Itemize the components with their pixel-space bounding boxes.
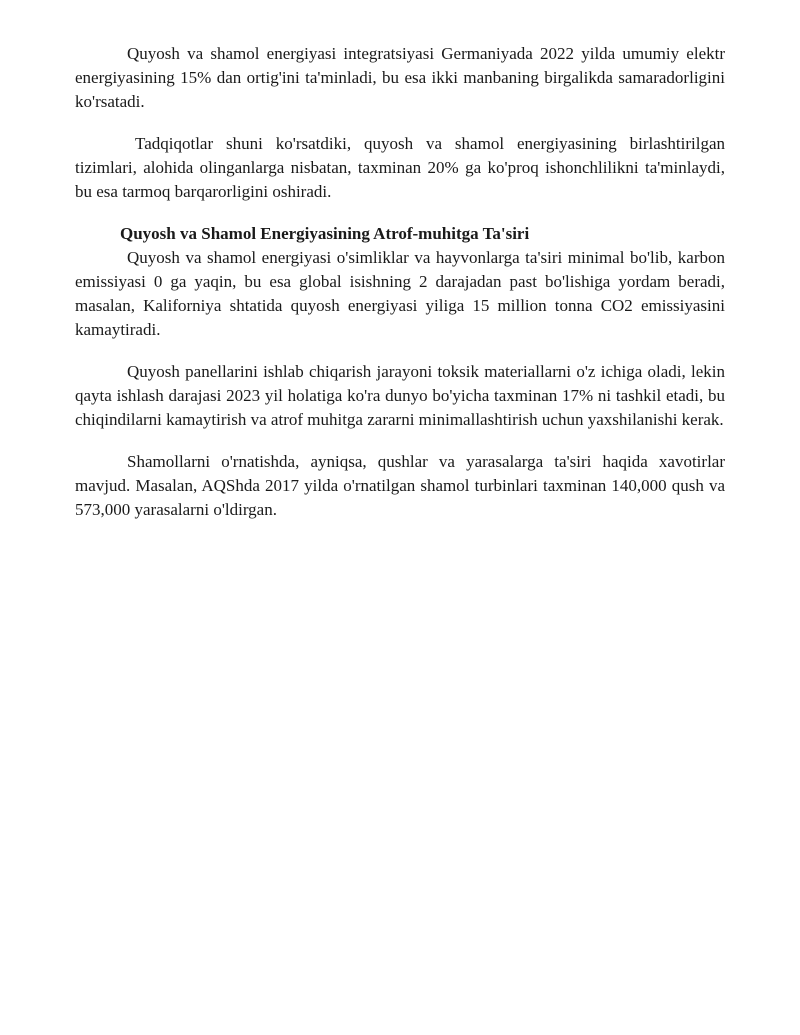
section-heading: Quyosh va Shamol Energiyasining Atrof-muhitga Ta'siri [120, 224, 530, 243]
paragraph-integration: Quyosh va shamol energiyasi integratsiyasi Germaniyada 2022 yilda umumiy elektr energiyasining 15% dan ortig'ini ta'minladi, bu esa ikki manbaning birgalikda samaradorligini ko'rsatadi. [75, 44, 725, 111]
paragraph-solar-panel-recycling: Quyosh panellarini ishlab chiqarish jarayoni toksik materiallarni o'z ichiga oladi, lekin qayta ishlash darajasi 2023 yil holatiga ko'ra dunyo bo'yicha taxminan 17% ni tashkil etadi, bu chiqindilarni kamaytirish va atrof muhitga zararni minimallashtirish uchun yaxshilanishi kerak. [75, 362, 725, 429]
paragraph-research: Tadqiqotlar shuni ko'rsatdiki, quyosh va shamol energiyasining birlashtirilgan tizimlari, alohida olinganlarga nisbatan, taxminan 20% ga ko'proq ishonchlilikni ta'minlaydi, bu esa tarmoq barqarorligini oshiradi. [75, 134, 725, 201]
document-page [75, 42, 725, 522]
paragraph-wind-wildlife: Shamollarni o'rnatishda, ayniqsa, qushlar va yarasalarga ta'siri haqida xavotirlar mavjud. Masalan, AQShda 2017 yilda o'rnatilgan shamol turbinlari taxminan 140,000 qush va 573,000 yarasalarni o'ldirgan. [75, 452, 725, 519]
paragraph-environment-impact: Quyosh va shamol energiyasi o'simliklar va hayvonlarga ta'siri minimal bo'lib, karbon emissiyasi 0 ga yaqin, bu esa global isishning 2 darajadan past bo'lishiga yordam beradi, masalan, Kaliforniya shtatida quyosh energiyasi yiliga 15 million tonna CO2 emissiyasini kamaytiradi. [75, 248, 725, 339]
